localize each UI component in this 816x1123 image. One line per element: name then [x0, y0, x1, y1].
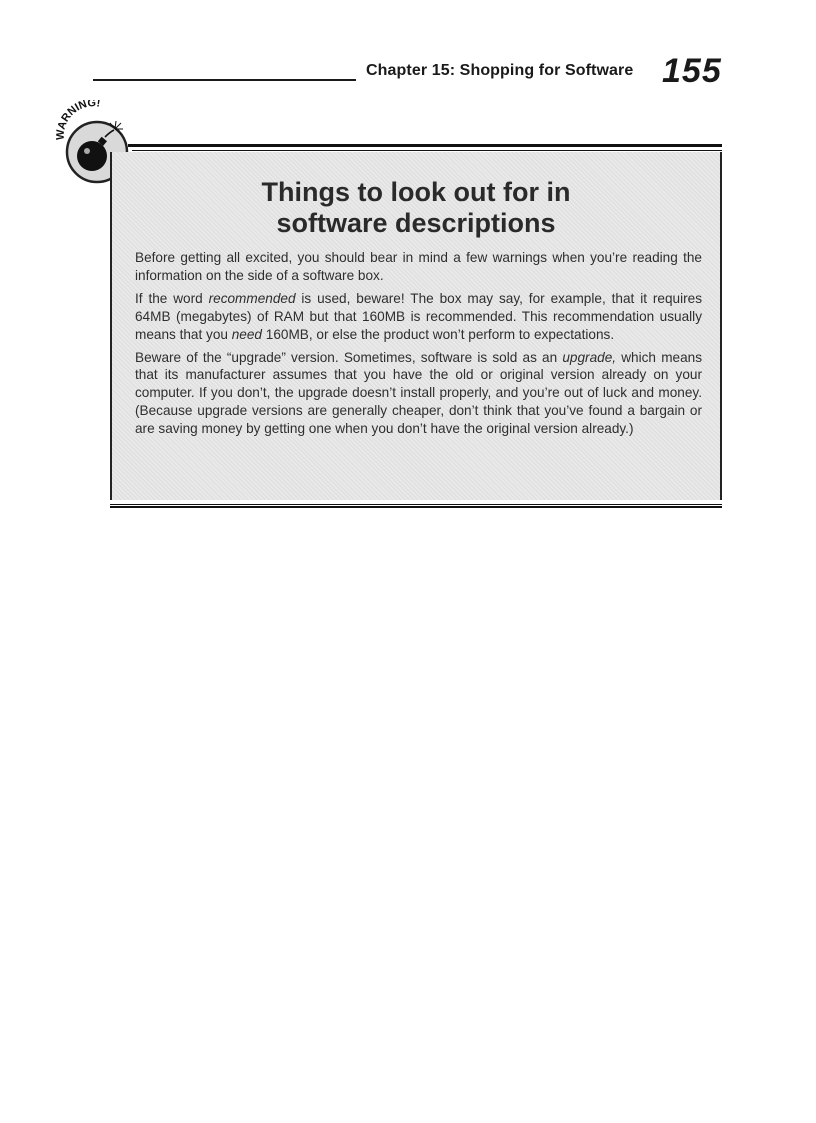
page-number: 155 [662, 52, 722, 90]
p2-text-c: 160MB, or else the product won’t perform to expectations. [261, 326, 615, 342]
sidebar-top-rule-thin [132, 150, 722, 151]
sidebar-body [135, 249, 702, 443]
sidebar-bottom-rule [110, 506, 722, 508]
sidebar-box [110, 152, 722, 500]
chapter-title: Chapter 15: Shopping for Software [366, 62, 634, 79]
p3-text-a: Beware of the “upgrade” version. Sometimes, software is sold as an [135, 349, 563, 365]
header-rule [93, 79, 356, 81]
paragraph-3 [135, 349, 702, 439]
p3-emphasis-upgrade: upgrade, [562, 349, 617, 365]
sidebar-title [112, 177, 720, 239]
paragraph-1: Before getting all excited, you should bear in mind a few warnings when you’re reading the information on the side of a software box. [135, 250, 702, 283]
sidebar-title-line-1: Things to look out for in [261, 177, 571, 207]
paragraph-2 [135, 290, 702, 344]
warning-label: WARNING! [54, 100, 102, 141]
warning-sidebar [110, 144, 722, 508]
p2-text-b: is used, beware! The box may say, for example, that it requires 64MB (megabytes) of RAM but that 160MB is recommended. This recommendation usually means that you [135, 290, 702, 342]
p3-text-b: which means that its manufacturer assumes that you have the old or original version already on your computer. If you don’t, the upgrade doesn’t install properly, and you’re out of luck and money. (Because upgrade versions are generally cheaper, don’t think that you’ve found a bargain or are saving money by getting one when you don’t have the original version already.) [135, 349, 702, 437]
p2-text-a: If the word [135, 290, 209, 306]
sidebar-title-line-2: software descriptions [276, 208, 556, 238]
sidebar-bottom-rule-thin [110, 504, 722, 505]
p2-emphasis-recommended: recommended [208, 290, 296, 306]
sidebar-top-rule [128, 144, 722, 147]
p2-emphasis-need: need [231, 326, 262, 342]
